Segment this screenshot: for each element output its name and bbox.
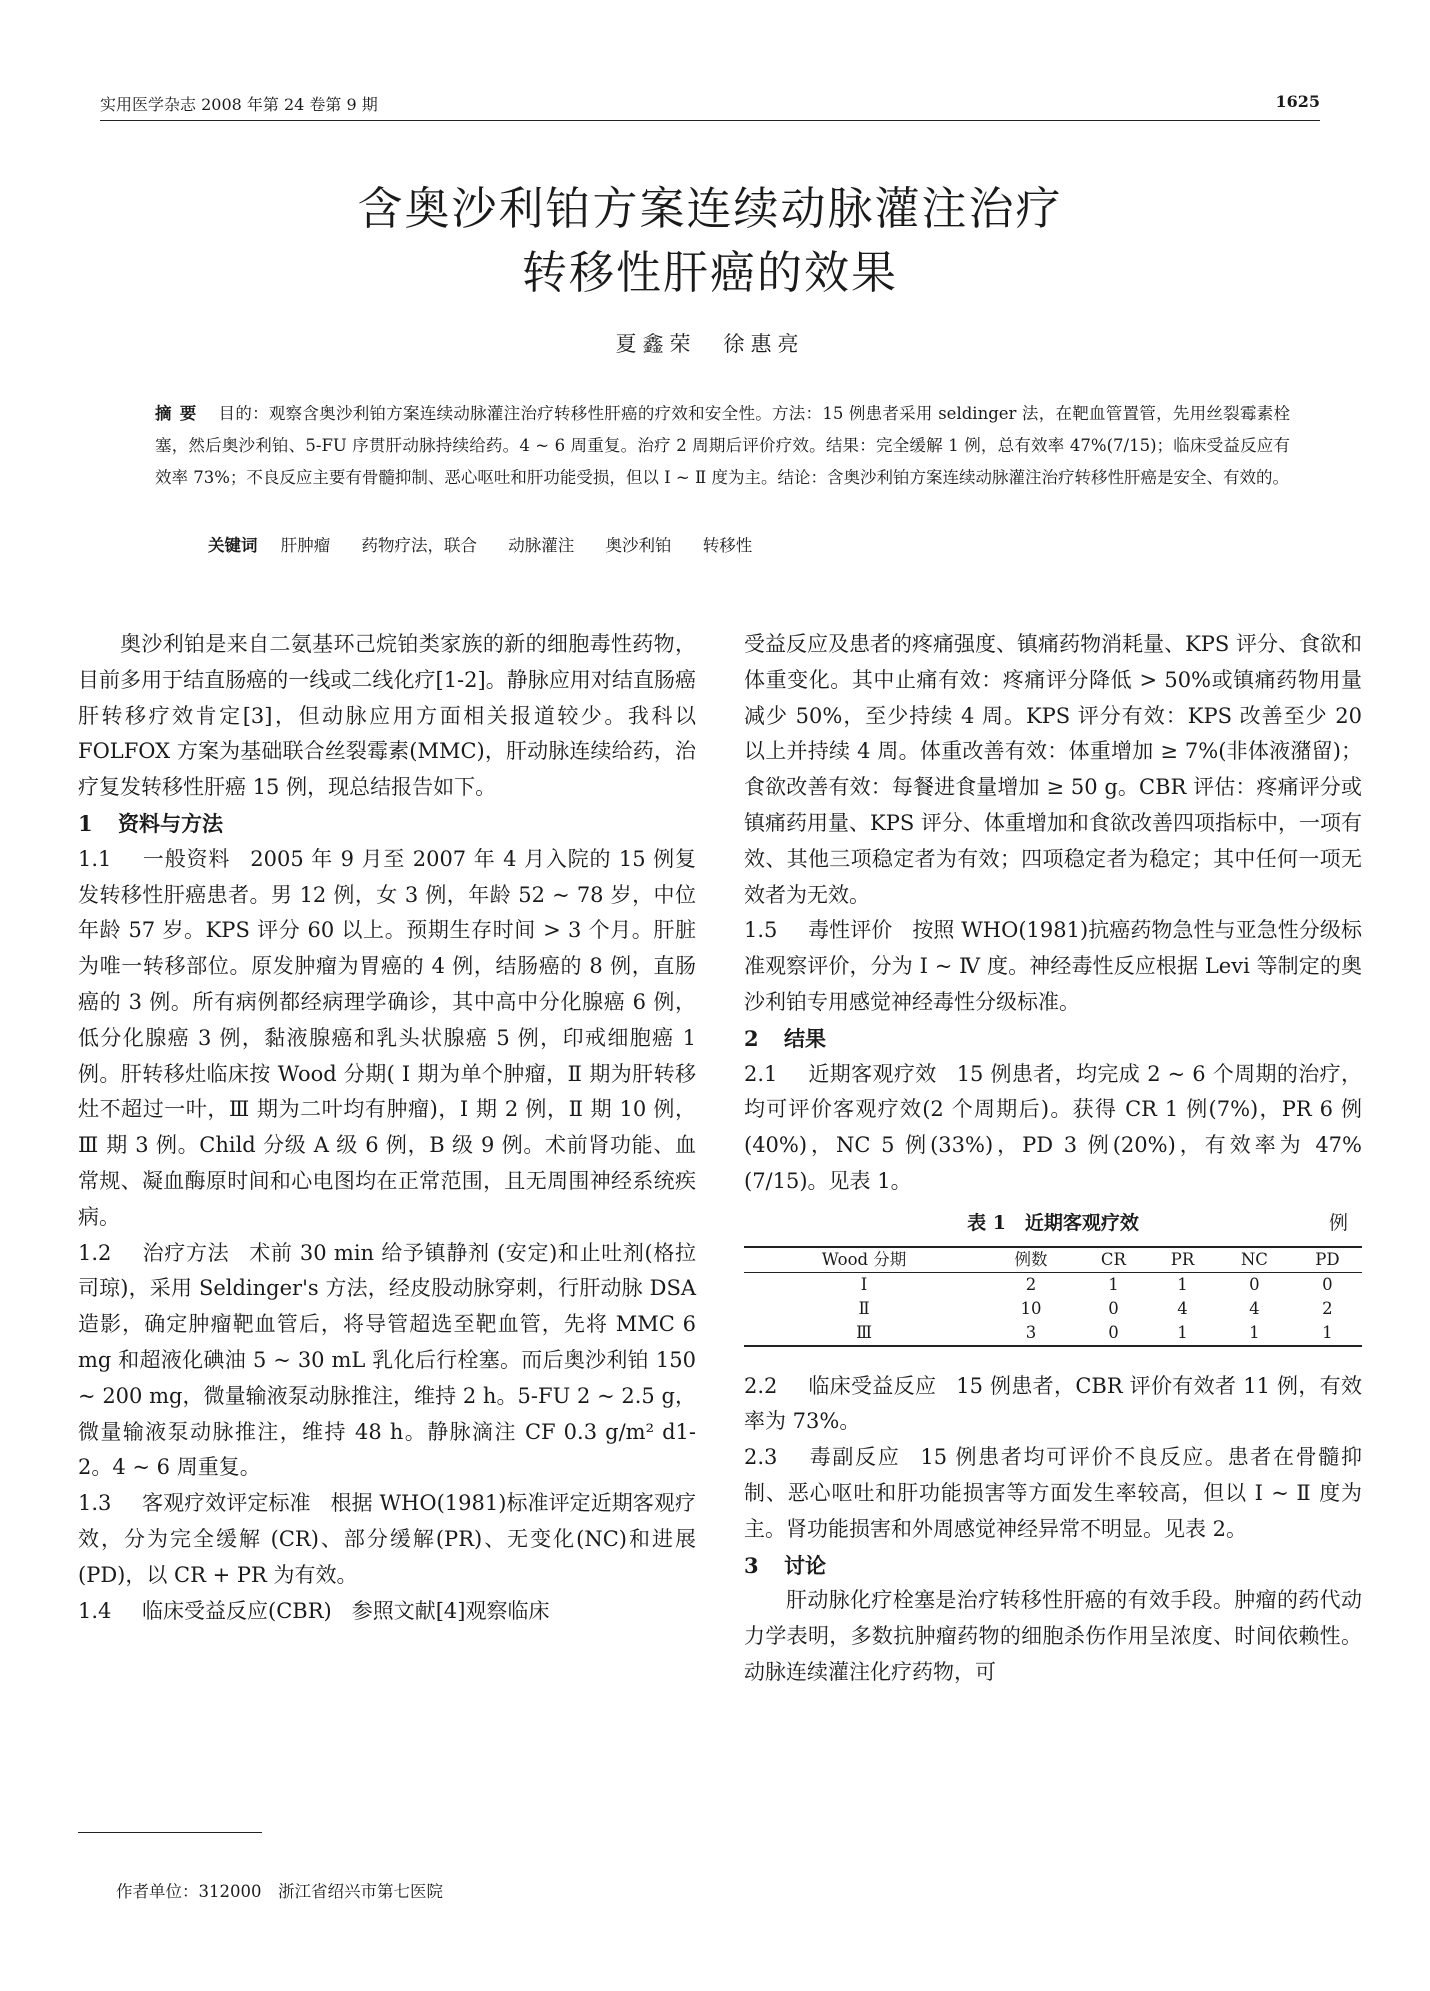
section-heading (744, 1548, 1362, 1584)
table-row (744, 1297, 1362, 1321)
subsection-text: 根据 WHO(1981)标准评定近期客观疗效，分为完全缓解 (CR)、部分缓解(PR)、无变化(NC)和进展(PD)，以 CR + PR 为有效。 (78, 1491, 696, 1587)
subsection-number: 1.4 (78, 1598, 112, 1623)
section-number: 3 (744, 1552, 759, 1578)
subsection-title: 临床受益反应(CBR) (142, 1598, 332, 1623)
abstract-label: 摘要 (155, 404, 205, 423)
table-cell: 0 (1249, 1274, 1260, 1294)
subsection-text: 2005 年 9 月至 2007 年 4 月入院的 15 例复发转移性肝癌患者。男 12 例，女 3 例，年龄 52 ~ 78 岁，中位年龄 57 岁。KPS 评分 60 以上。预期生存时间 > 3 个月。肝脏为唯一转移部位。原发肿瘤为胃癌的 4 例，结肠癌的 8 例，直肠癌的 3 例。所有病例都经病理学确诊，其中高中分化腺癌 6 例，低分化腺癌 3 例，黏液腺癌和乳头状腺癌 5 例，印戒细胞癌 1 例。肝转移灶临床按 Wood 分期( Ⅰ 期为单个肿瘤，Ⅱ 期为肝转移灶不超过一叶，Ⅲ 期为二叶均有肿瘤)，Ⅰ 期 2 例，Ⅱ 期 10 例，Ⅲ 期 3 例。Child 分级 A 级 6 例，B 级 9 例。术前肾功能、血常规、凝血酶原时间和心电图均在正常范围，且无周围神经系统疾病。 (78, 846, 696, 1229)
table-cell: Ⅱ (858, 1298, 870, 1318)
table-cell: 2 (1322, 1298, 1333, 1318)
column-header: CR (1100, 1249, 1126, 1269)
column-header: PD (1315, 1249, 1340, 1269)
table-title: 表 1 近期客观疗效 (967, 1211, 1139, 1234)
keywords (208, 530, 1288, 562)
journal-issue: 实用医学杂志 2008 年第 24 卷第 9 期 (100, 95, 378, 114)
footnote-rule (78, 1832, 262, 1833)
table-cell: 1 (1249, 1322, 1260, 1342)
subsection-title: 临床受益反应 (808, 1373, 937, 1398)
subsection-1-1 (78, 842, 696, 1236)
subsection-text: 15 例患者，均完成 2 ~ 6 个周期的治疗，均可评价客观疗效(2 个周期后)。获得 CR 1 例(7%)，PR 6 例(40%)，NC 5 例(33%)，PD 3 例(20%)，有效率为 47%(7/15)。见表 1。 (744, 1061, 1362, 1193)
keyword: 转移性 (702, 536, 753, 555)
subsection-text: 15 例患者，CBR 评价有效者 11 例，有效率为 73%。 (744, 1373, 1362, 1434)
subsection-2-3 (744, 1440, 1362, 1547)
column-header: Wood 分期 (821, 1249, 907, 1269)
discussion-paragraph: 肝动脉化疗栓塞是治疗转移性肝癌的有效手段。肿瘤的药代动力学表明，多数抗肿瘤药物的细胞杀伤作用呈浓度、时间依赖性。动脉连续灌注化疗药物，可 (744, 1588, 1362, 1684)
subsection-2-1 (744, 1057, 1362, 1200)
table-cell: 1 (1177, 1274, 1188, 1294)
section-number: 1 (78, 810, 93, 836)
table-cell: 3 (1025, 1322, 1037, 1342)
author-list: 夏鑫荣 徐惠亮 (615, 332, 805, 356)
keyword: 肝肿瘤 (280, 536, 331, 555)
table-row (744, 1272, 1362, 1297)
article-title-line-2: 转移性肝癌的效果 (521, 246, 898, 299)
table-cell: 0 (1322, 1274, 1333, 1294)
column-header: PR (1170, 1249, 1195, 1269)
header-rule (100, 120, 1320, 121)
subsection-title: 客观疗效评定标准 (142, 1491, 311, 1516)
subsection-title: 近期客观疗效 (808, 1061, 937, 1086)
abstract-text: 目的：观察含奥沙利铂方案连续动脉灌注治疗转移性肝癌的疗效和安全性。方法：15 例患者采用 seldinger 法，在靶血管置管，先用丝裂霉素栓塞，然后奥沙利铂、5-FU 序贯肝动脉持续给药。4 ~ 6 周重复。治疗 2 周期后评价疗效。结果：完全缓解 1 例，总有效率 47%(7/15)；临床受益反应有效率 73%；不良反应主要有骨髓抑制、恶心呕吐和肝功能受损，但以 Ⅰ ~ Ⅱ 度为主。结论：含奥沙利铂方案连续动脉灌注治疗转移性肝癌是安全、有效的。 (155, 404, 1291, 487)
column-header: NC (1240, 1249, 1268, 1269)
table-cell: Ⅰ (860, 1274, 868, 1294)
subsection-number: 2.1 (744, 1061, 778, 1086)
subsection-1-5 (744, 913, 1362, 1020)
subsection-number: 1.5 (744, 918, 778, 943)
left-column (78, 627, 696, 1629)
table-cell: 0 (1108, 1322, 1119, 1342)
subsection-title: 毒副反应 (808, 1445, 901, 1470)
section-title: 结果 (784, 1025, 826, 1051)
subsection-1-2 (78, 1236, 696, 1487)
table-cell: 10 (1020, 1298, 1042, 1318)
subsection-text: 按照 WHO(1981)抗癌药物急性与亚急性分级标准观察评价，分为 Ⅰ ~ Ⅳ 度。神经毒性反应根据 Levi 等制定的奥沙利铂专用感觉神经毒性分级标准。 (744, 918, 1362, 1014)
section-heading (744, 1021, 1362, 1057)
abstract (155, 398, 1290, 494)
table-caption (744, 1206, 1362, 1242)
subsection-number: 2.2 (744, 1373, 778, 1398)
table-cell: 4 (1249, 1298, 1260, 1318)
section-title: 资料与方法 (118, 810, 223, 836)
keyword: 奥沙利铂 (605, 536, 672, 555)
subsection-number: 1.2 (78, 1240, 112, 1265)
table-cell: 1 (1322, 1322, 1333, 1342)
subsection-text: 术前 30 min 给予镇静剂 (安定)和止吐剂(格拉司琼)，采用 Seldinger's 方法，经皮股动脉穿刺，行肝动脉 DSA 造影，确定肿瘤靶血管后，将导管超选至靶血管，先将 MMC 6 mg 和超液化碘油 5 ~ 30 mL 乳化后行栓塞。而后奥沙利铂 150 ~ 200 mg，微量输液泵动脉推注，维持 2 h。5-FU 2 ~ 2.5 g，微量输液泵动脉推注，维持 48 h。静脉滴注 CF 0.3 g/m² d1-2。4 ~ 6 周重复。 (78, 1240, 697, 1480)
subsection-title: 毒性评价 (808, 918, 893, 943)
table-cell: 1 (1108, 1274, 1119, 1294)
subsection-1-4 (78, 1594, 696, 1630)
table-cell: 4 (1177, 1298, 1188, 1318)
page-number: 1625 (1275, 92, 1320, 111)
keyword: 动脉灌注 (508, 536, 575, 555)
table-cell: 0 (1108, 1298, 1119, 1318)
running-header (100, 92, 1320, 118)
keyword: 药物疗法，联合 (361, 536, 477, 555)
continued-paragraph: 受益反应及患者的疼痛强度、镇痛药物消耗量、KPS 评分、食欲和体重变化。其中止痛有效：疼痛评分降低 > 50%或镇痛药物用量减少 50%，至少持续 4 周。KPS 评分有效：KPS 改善至少 20 以上并持续 4 周。体重改善有效：体重增加 ≥ 7%(非体液潴留)；食欲改善有效：每餐进食量增加 ≥ 50 g。CBR 评估：疼痛评分或镇痛药用量、KPS 评分、体重增加和食欲改善四项指标中，一项有效、其他三项稳定者为有效；四项稳定者为稳定；其中任何一项无效者为无效。 (744, 632, 1362, 907)
table-header-row (744, 1247, 1362, 1273)
table-cell: 2 (1025, 1274, 1037, 1294)
section-number: 2 (744, 1025, 759, 1051)
intro-paragraph: 奥沙利铂是来自二氨基环己烷铂类家族的新的细胞毒性药物，目前多用于结直肠癌的一线或二线化疗[1-2]。静脉应用对结直肠癌肝转移疗效肯定[3]，但动脉应用方面相关报道较少。我科以 FOLFOX 方案为基础联合丝裂霉素(MMC)，肝动脉连续给药，治疗复发转移性肝癌 15 例，现总结报告如下。 (78, 632, 696, 800)
section-title: 讨论 (784, 1552, 826, 1578)
subsection-title: 一般资料 (142, 846, 231, 871)
subsection-number: 2.3 (744, 1445, 778, 1470)
author-affiliation: 作者单位：312000 浙江省绍兴市第七医院 (116, 1882, 443, 1901)
column-header: 例数 (1014, 1249, 1048, 1269)
subsection-number: 1.3 (78, 1491, 112, 1516)
subsection-2-2 (744, 1369, 1362, 1441)
table-row (744, 1321, 1362, 1346)
subsection-1-3 (78, 1486, 696, 1593)
keywords-label: 关键词 (208, 536, 258, 555)
right-column (744, 627, 1362, 1691)
table-unit: 例 (1328, 1211, 1348, 1234)
response-table (744, 1246, 1362, 1347)
section-heading (78, 806, 696, 842)
table-cell: 1 (1177, 1322, 1188, 1342)
subsection-number: 1.1 (78, 846, 112, 871)
article-title-line-1: 含奥沙利铂方案连续动脉灌注治疗 (357, 182, 1063, 235)
subsection-title: 治疗方法 (142, 1240, 230, 1265)
subsection-text: 参照文献[4]观察临床 (351, 1598, 550, 1623)
table-cell: Ⅲ (856, 1322, 873, 1342)
subsection-text: 15 例患者均可评价不良反应。患者在骨髓抑制、恶心呕吐和肝功能损害等方面发生率较高，但以 Ⅰ ~ Ⅱ 度为主。肾功能损害和外周感觉神经异常不明显。见表 2。 (744, 1445, 1362, 1541)
